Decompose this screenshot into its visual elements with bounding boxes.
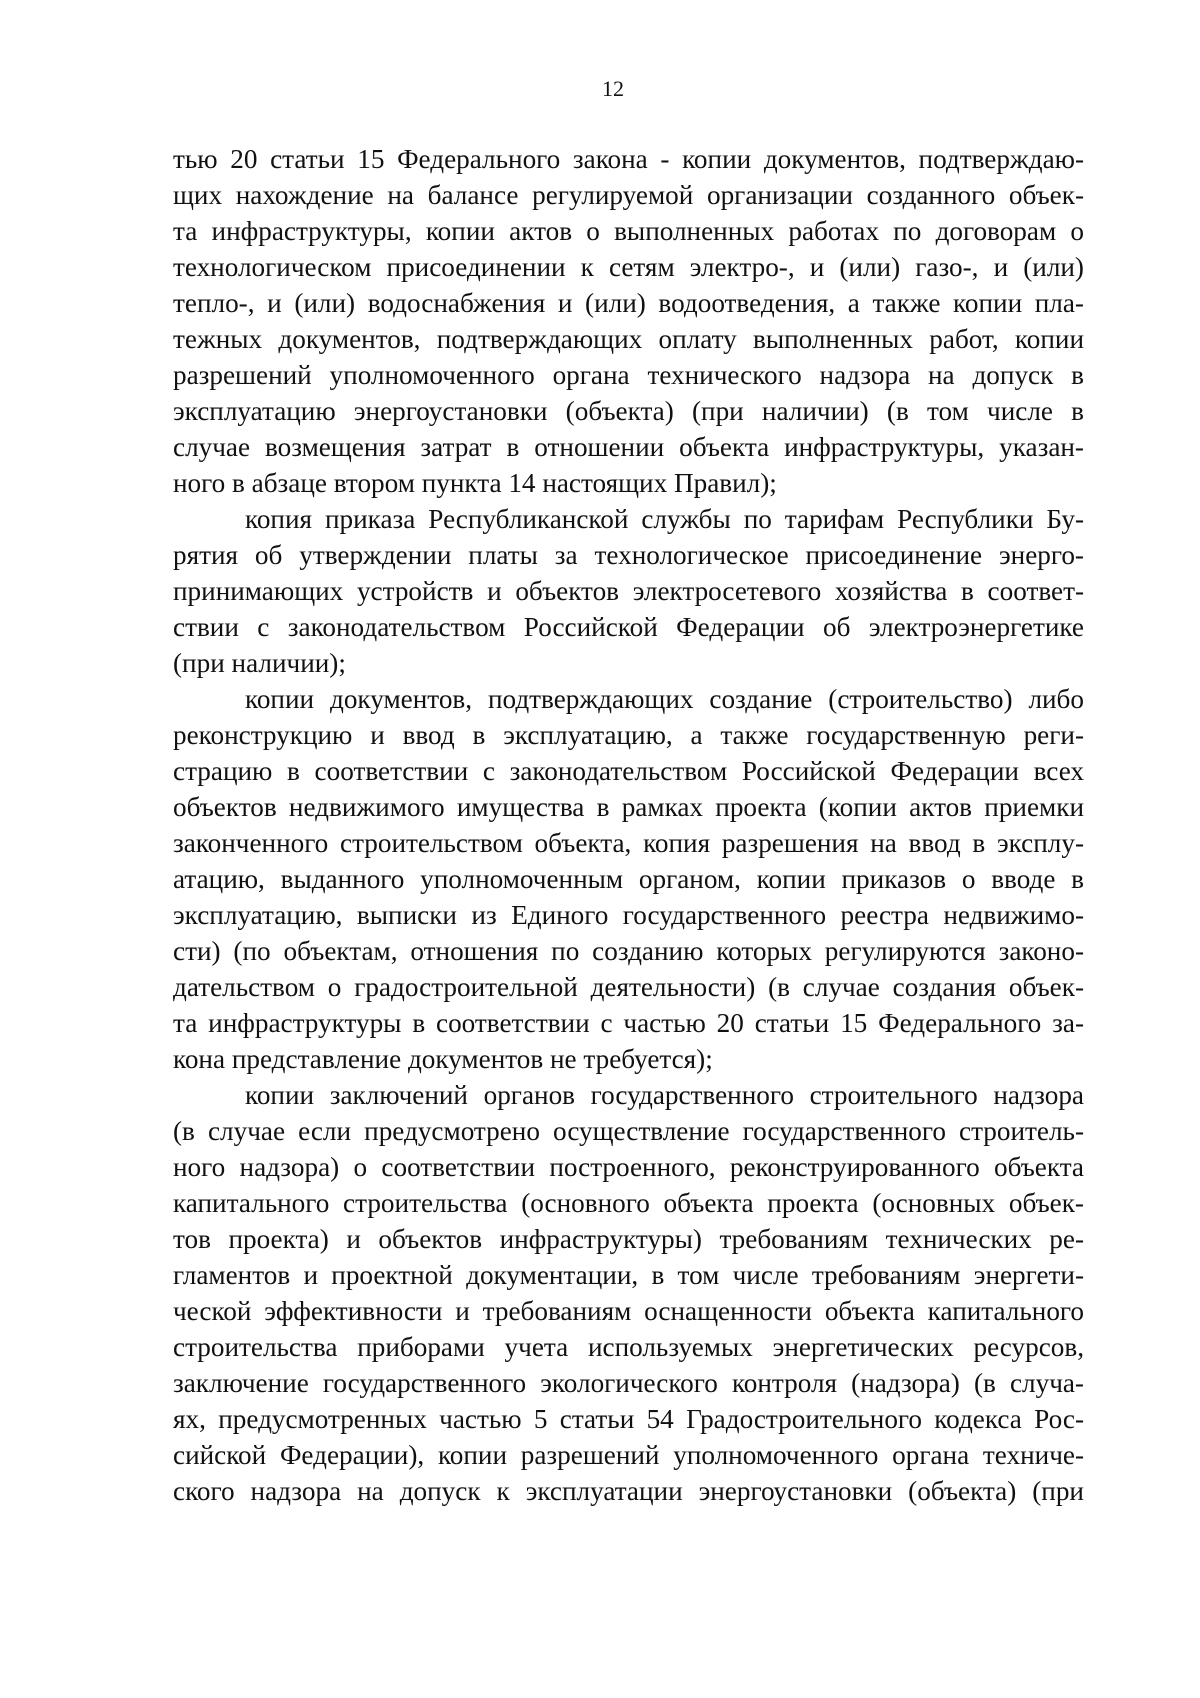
text-line: дательством о градостроительной деятельности) (в случае создания объек-	[173, 972, 1084, 1002]
text-line: законченного строительством объекта, копия разрешения на ввод в эксплу-	[173, 828, 1084, 858]
text-line: случае возмещения затрат в отношении объекта инфраструктуры, указан-	[173, 432, 1084, 462]
text-line: ного надзора) о соответствии построенного, реконструированного объекта	[173, 1152, 1084, 1182]
text-line: щих нахождение на балансе регулируемой организации созданного объек-	[173, 180, 1084, 210]
text-line: кона представление документов не требуется);	[173, 1044, 713, 1074]
text-line: копия приказа Республиканской службы по тарифам Республики Бу-	[245, 504, 1084, 534]
text-line: рятия об утверждении платы за технологическое присоединение энерго-	[173, 540, 1084, 570]
text-line: принимающих устройств и объектов электросетевого хозяйства в соответ-	[173, 576, 1084, 606]
text-line: реконструкцию и ввод в эксплуатацию, а также государственную реги-	[173, 720, 1084, 750]
text-line: объектов недвижимого имущества в рамках проекта (копии актов приемки	[173, 792, 1084, 822]
text-line: тью 20 статьи 15 Федерального закона - копии документов, подтверждаю-	[173, 144, 1084, 174]
text-line: атацию, выданного уполномоченным органом, копии приказов о вводе в	[173, 864, 1084, 894]
page-number: 12	[602, 76, 624, 101]
text-line: ствии с законодательством Российской Федерации об электроэнергетике	[173, 612, 1084, 642]
text-line: ях, предусмотренных частью 5 статьи 54 Градостроительного кодекса Рос-	[173, 1404, 1084, 1434]
text-line: эксплуатацию, выписки из Единого государственного реестра недвижимо-	[173, 900, 1084, 930]
text-line: (при наличии);	[173, 648, 346, 678]
text-line: копии документов, подтверждающих создание (строительство) либо	[245, 684, 1084, 714]
body-text	[173, 141, 1084, 1509]
text-line: разрешений уполномоченного органа технического надзора на допуск в	[173, 360, 1084, 390]
text-line: эксплуатацию энергоустановки (объекта) (при наличии) (в том числе в	[173, 396, 1084, 426]
text-line: капитального строительства (основного объекта проекта (основных объек-	[173, 1188, 1084, 1218]
text-line: строительства приборами учета используемых энергетических ресурсов,	[173, 1332, 1084, 1362]
text-line: тепло-, и (или) водоснабжения и (или) водоотведения, а также копии пла-	[173, 288, 1084, 318]
text-line: страцию в соответствии с законодательством Российской Федерации всех	[173, 756, 1084, 786]
text-line: ного в абзаце втором пункта 14 настоящих Правил);	[173, 468, 777, 498]
text-line: та инфраструктуры в соответствии с частью 20 статьи 15 Федерального за-	[173, 1008, 1084, 1038]
text-line: гламентов и проектной документации, в том числе требованиям энергети-	[173, 1260, 1084, 1290]
text-line: сти) (по объектам, отношения по созданию которых регулируются законо-	[173, 936, 1084, 966]
text-line: (в случае если предусмотрено осуществление государственного строитель-	[173, 1116, 1084, 1146]
text-line: копии заключений органов государственного строительного надзора	[245, 1080, 1084, 1110]
text-line: та инфраструктуры, копии актов о выполненных работах по договорам о	[173, 216, 1084, 246]
text-line: тежных документов, подтверждающих оплату выполненных работ, копии	[173, 324, 1084, 354]
text-line: ческой эффективности и требованиям оснащенности объекта капитального	[173, 1296, 1084, 1326]
text-line: технологическом присоединении к сетям электро-, и (или) газо-, и (или)	[173, 252, 1084, 282]
text-line: сийской Федерации), копии разрешений уполномоченного органа техниче-	[173, 1440, 1084, 1470]
text-line: заключение государственного экологического контроля (надзора) (в случа-	[173, 1368, 1084, 1398]
text-line: ского надзора на допуск к эксплуатации энергоустановки (объекта) (при	[173, 1476, 1084, 1506]
text-line: тов проекта) и объектов инфраструктуры) требованиям технических ре-	[173, 1224, 1084, 1254]
